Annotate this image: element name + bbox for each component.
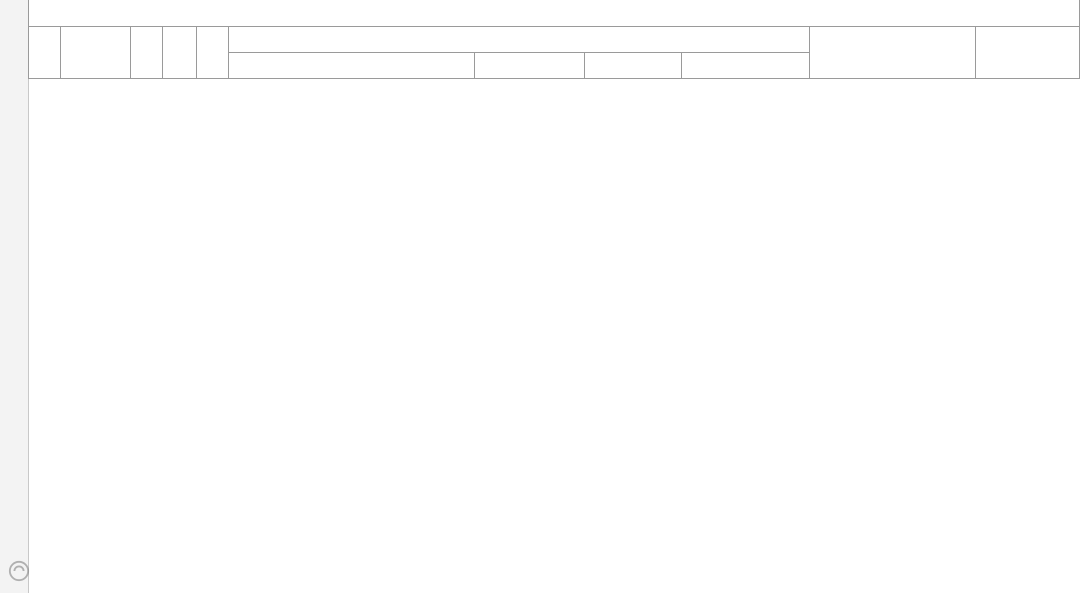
row-number-gutter — [0, 0, 29, 593]
header-other — [682, 52, 810, 78]
header-position — [60, 26, 130, 78]
header-age — [585, 52, 682, 78]
position-info-table — [28, 0, 1080, 79]
header-count — [196, 26, 228, 78]
header-major — [228, 52, 474, 78]
header-education — [474, 52, 585, 78]
header-exam — [810, 26, 976, 78]
header-funding — [130, 26, 162, 78]
header-qualifications — [228, 26, 809, 52]
header-code — [976, 26, 1080, 78]
header-seq — [29, 26, 61, 78]
page-title — [29, 0, 1080, 26]
header-post-type — [162, 26, 196, 78]
